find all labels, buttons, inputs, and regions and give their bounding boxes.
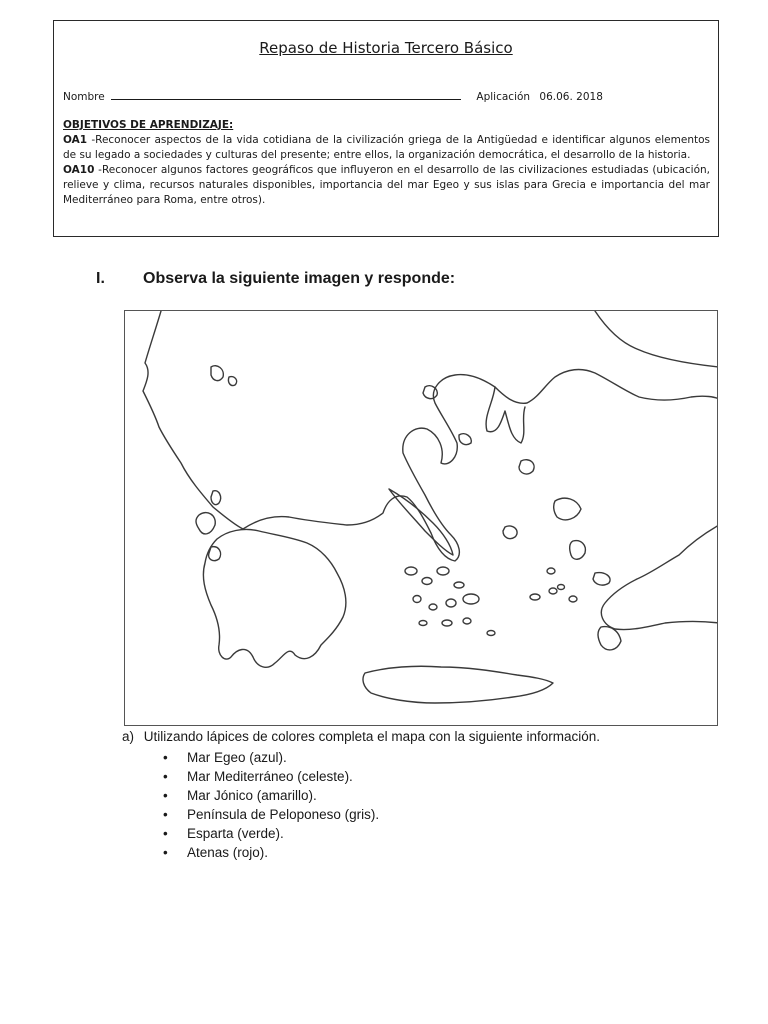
objective-code: OA10	[63, 164, 95, 176]
lemnos	[519, 460, 534, 474]
section-title: Observa la siguiente imagen y responde:	[143, 270, 456, 287]
cyclades	[405, 567, 557, 636]
northern-coastline	[595, 311, 718, 367]
section-number: I.	[96, 270, 105, 287]
answer-list	[163, 748, 379, 862]
rhodes	[598, 627, 621, 650]
bullet-icon: •	[163, 845, 168, 860]
list-item: • Mar Jónico (amarillo).	[163, 788, 317, 803]
chios	[570, 541, 586, 560]
question-a	[122, 729, 600, 744]
lefkada	[211, 491, 221, 505]
corfu-small	[228, 377, 236, 386]
list-item: • Esparta (verde).	[163, 826, 284, 841]
mainland-west-coast	[143, 311, 243, 529]
page-title: Repaso de Historia Tercero Básico	[259, 39, 513, 57]
name-field-line[interactable]	[111, 90, 461, 100]
objective-text: -Reconocer aspectos de la vida cotidiana de la civilización griega de la Antigüedad e identificar algunos elementos de su legado a sociedades y culturas del presente; entre ellos, la organización democrática, el desarrollo de la historia.	[63, 134, 710, 161]
list-item: • Península de Peloponeso (gris).	[163, 807, 380, 822]
objective-code: OA1	[63, 134, 88, 146]
application-label: Aplicación	[476, 91, 531, 103]
objectives-block	[63, 118, 710, 208]
question-text: Utilizando lápices de colores completa el mapa con la siguiente información.	[143, 729, 601, 744]
bullet-icon: •	[163, 750, 168, 765]
header-box	[53, 20, 719, 237]
lesbos	[554, 498, 581, 520]
samothrace	[459, 434, 471, 445]
section-heading	[96, 270, 455, 288]
peloponnese	[203, 529, 345, 667]
bullet-icon: •	[163, 826, 168, 841]
objectives-heading: OBJETIVOS DE APRENDIZAJE:	[63, 119, 234, 131]
application-date: 06.06. 2018	[539, 91, 603, 103]
list-item: • Mar Egeo (azul).	[163, 750, 287, 765]
thasos	[423, 386, 437, 399]
chalkidiki	[486, 387, 525, 443]
corfu	[211, 366, 223, 381]
list-item: • Mar Mediterráneo (celeste).	[163, 769, 353, 784]
skyros	[503, 526, 517, 539]
question-letter: a)	[122, 729, 135, 744]
bullet-icon: •	[163, 807, 168, 822]
kefalonia	[196, 513, 215, 534]
name-row	[63, 90, 603, 103]
name-label: Nombre	[63, 91, 105, 103]
samos	[593, 573, 610, 585]
objective-oa10	[63, 163, 710, 208]
crete	[363, 666, 553, 703]
euboea	[389, 489, 453, 555]
greece-outline-map	[124, 310, 718, 726]
bullet-icon: •	[163, 769, 168, 784]
map-drawing	[125, 311, 718, 726]
objective-oa1	[63, 133, 710, 163]
dodecanese	[547, 568, 577, 602]
asia-minor-coast	[601, 525, 718, 630]
zakynthos	[209, 547, 221, 561]
objective-text: -Reconocer algunos factores geográficos que influyeron en el desarrollo de las civilizaciones estudiadas (ubicación, relieve y clima, recursos naturales disponibles, importancia del mar Egeo y sus islas para Grecia e importancia del mar Mediterráneo para Roma, entre otros).	[63, 164, 710, 206]
mainland-coast	[243, 370, 718, 561]
bullet-icon: •	[163, 788, 168, 803]
list-item: • Atenas (rojo).	[163, 845, 269, 860]
